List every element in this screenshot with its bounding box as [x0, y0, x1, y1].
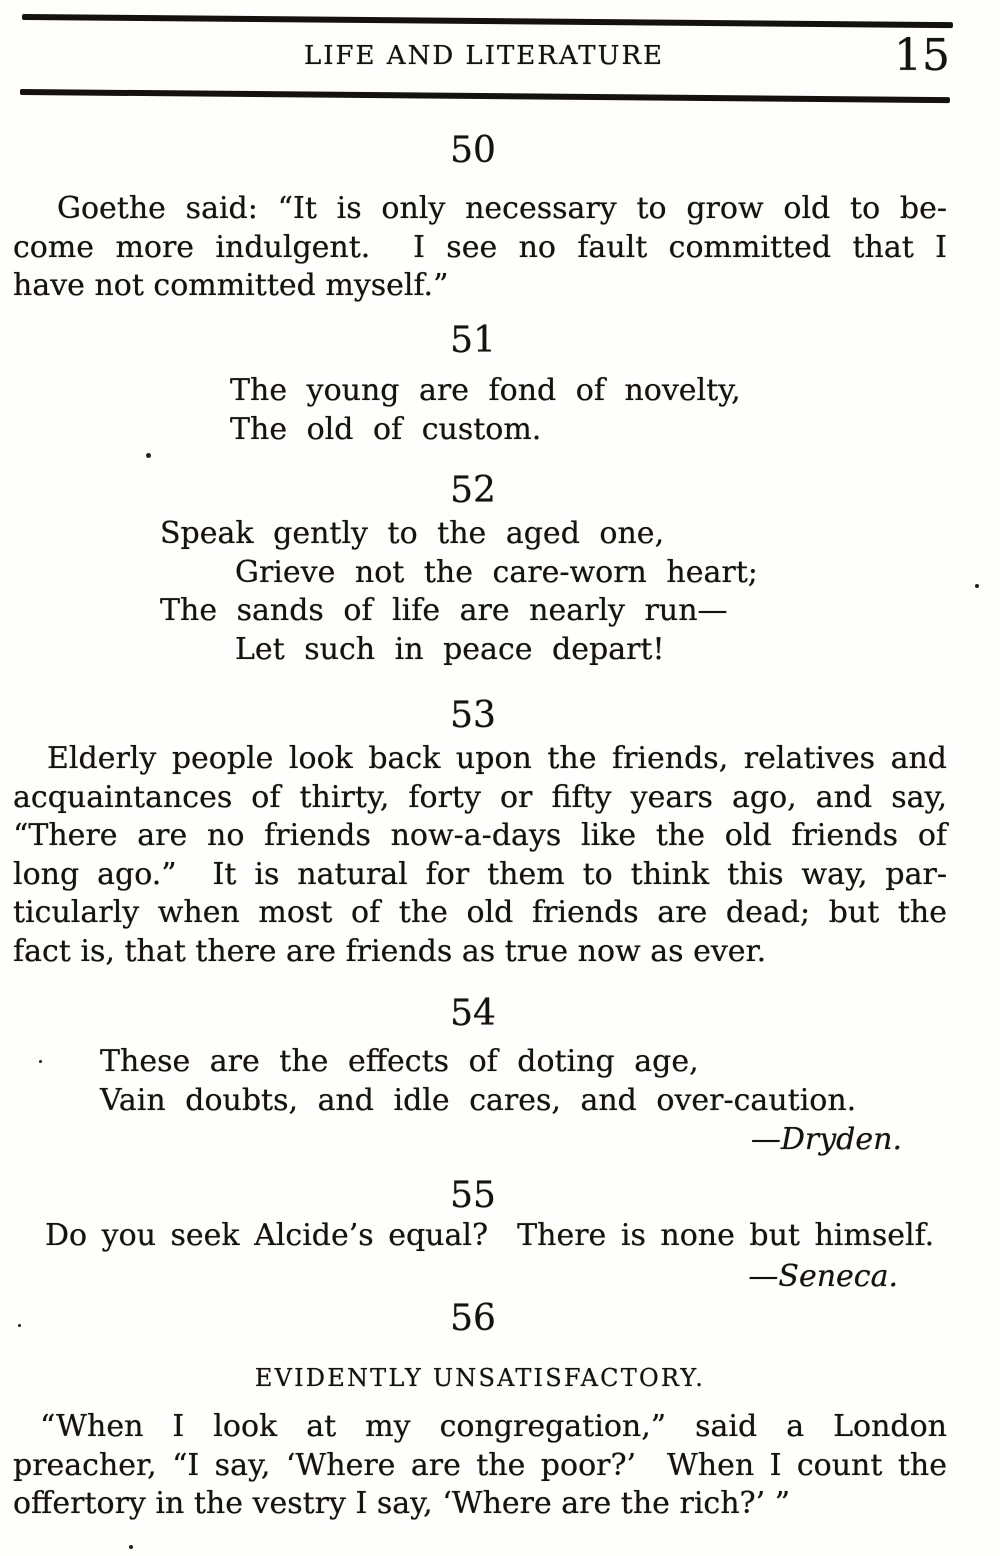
header-rule-top — [22, 14, 953, 28]
quote-line: “There are no friends now-a-days like the old friends of — [13, 818, 947, 853]
poem-line: The sands of life are nearly run— — [160, 593, 728, 628]
header-rule-bottom — [20, 89, 950, 103]
quote-line: fact is, that there are friends as true now as ever. — [13, 933, 767, 969]
scan-speck — [975, 584, 979, 588]
quote-52 — [160, 515, 758, 669]
quote-line: offertory in the vestry I say, ‘Where are the rich?’ ” — [13, 1486, 791, 1521]
section-number-54: 54 — [450, 993, 496, 1034]
page-number: 15 — [894, 30, 950, 81]
scan-speck — [18, 1324, 21, 1327]
quote-line: have not committed myself.” — [13, 268, 449, 303]
quote-line: preacher, “I say, ‘Where are the poor?’ When I count the — [13, 1447, 947, 1483]
scan-speck — [129, 1545, 133, 1549]
section-number-52: 52 — [450, 470, 496, 511]
poem-line: Speak gently to the aged one, — [160, 516, 665, 551]
quote-50 — [13, 190, 947, 306]
poem-line: These are the effects of doting age, — [100, 1044, 699, 1079]
quote-line: ticularly when most of the old friends are dead; but the — [13, 895, 947, 930]
running-head-title: LIFE AND LITERATURE — [303, 41, 665, 71]
quote-51 — [230, 372, 741, 449]
poem-line: The old of custom. — [230, 411, 542, 447]
quote-53 — [13, 740, 947, 971]
scan-speck — [146, 453, 151, 458]
quote-line: Goethe said: “It is only necessary to grow old to be- — [57, 191, 947, 226]
quote-56-heading: EVIDENTLY UNSATISFACTORY. — [254, 1364, 706, 1392]
quote-line: Elderly people look back upon the friends, relatives and — [47, 741, 947, 776]
scan-speck — [39, 1060, 42, 1063]
quote-56 — [13, 1408, 947, 1524]
section-number-51: 51 — [450, 320, 496, 361]
quote-line: “When I look at my congregation,” said a London — [40, 1409, 947, 1444]
section-number-55: 55 — [450, 1175, 496, 1216]
section-number-50: 50 — [450, 130, 496, 171]
quote-line: come more indulgent. I see no fault committed that I — [13, 229, 947, 265]
poem-line: The young are fond of novelty, — [230, 373, 741, 408]
quote-55: Do you seek Alcide’s equal? There is none but himself. — [45, 1218, 935, 1253]
section-number-53: 53 — [450, 695, 496, 736]
quote-54 — [100, 1043, 856, 1120]
poem-line: Let such in peace depart! — [235, 631, 665, 667]
attribution-seneca: —Seneca. — [748, 1259, 898, 1294]
poem-line: Vain doubts, and idle cares, and over-caution. — [100, 1082, 857, 1118]
quote-line: long ago.” It is natural for them to think this way, par- — [13, 856, 947, 892]
quote-line: acquaintances of thirty, forty or fifty years ago, and say, — [13, 779, 947, 815]
attribution-dryden: —Dryden. — [750, 1122, 902, 1157]
poem-line: Grieve not the care-worn heart; — [235, 554, 758, 590]
section-number-56: 56 — [450, 1298, 496, 1339]
